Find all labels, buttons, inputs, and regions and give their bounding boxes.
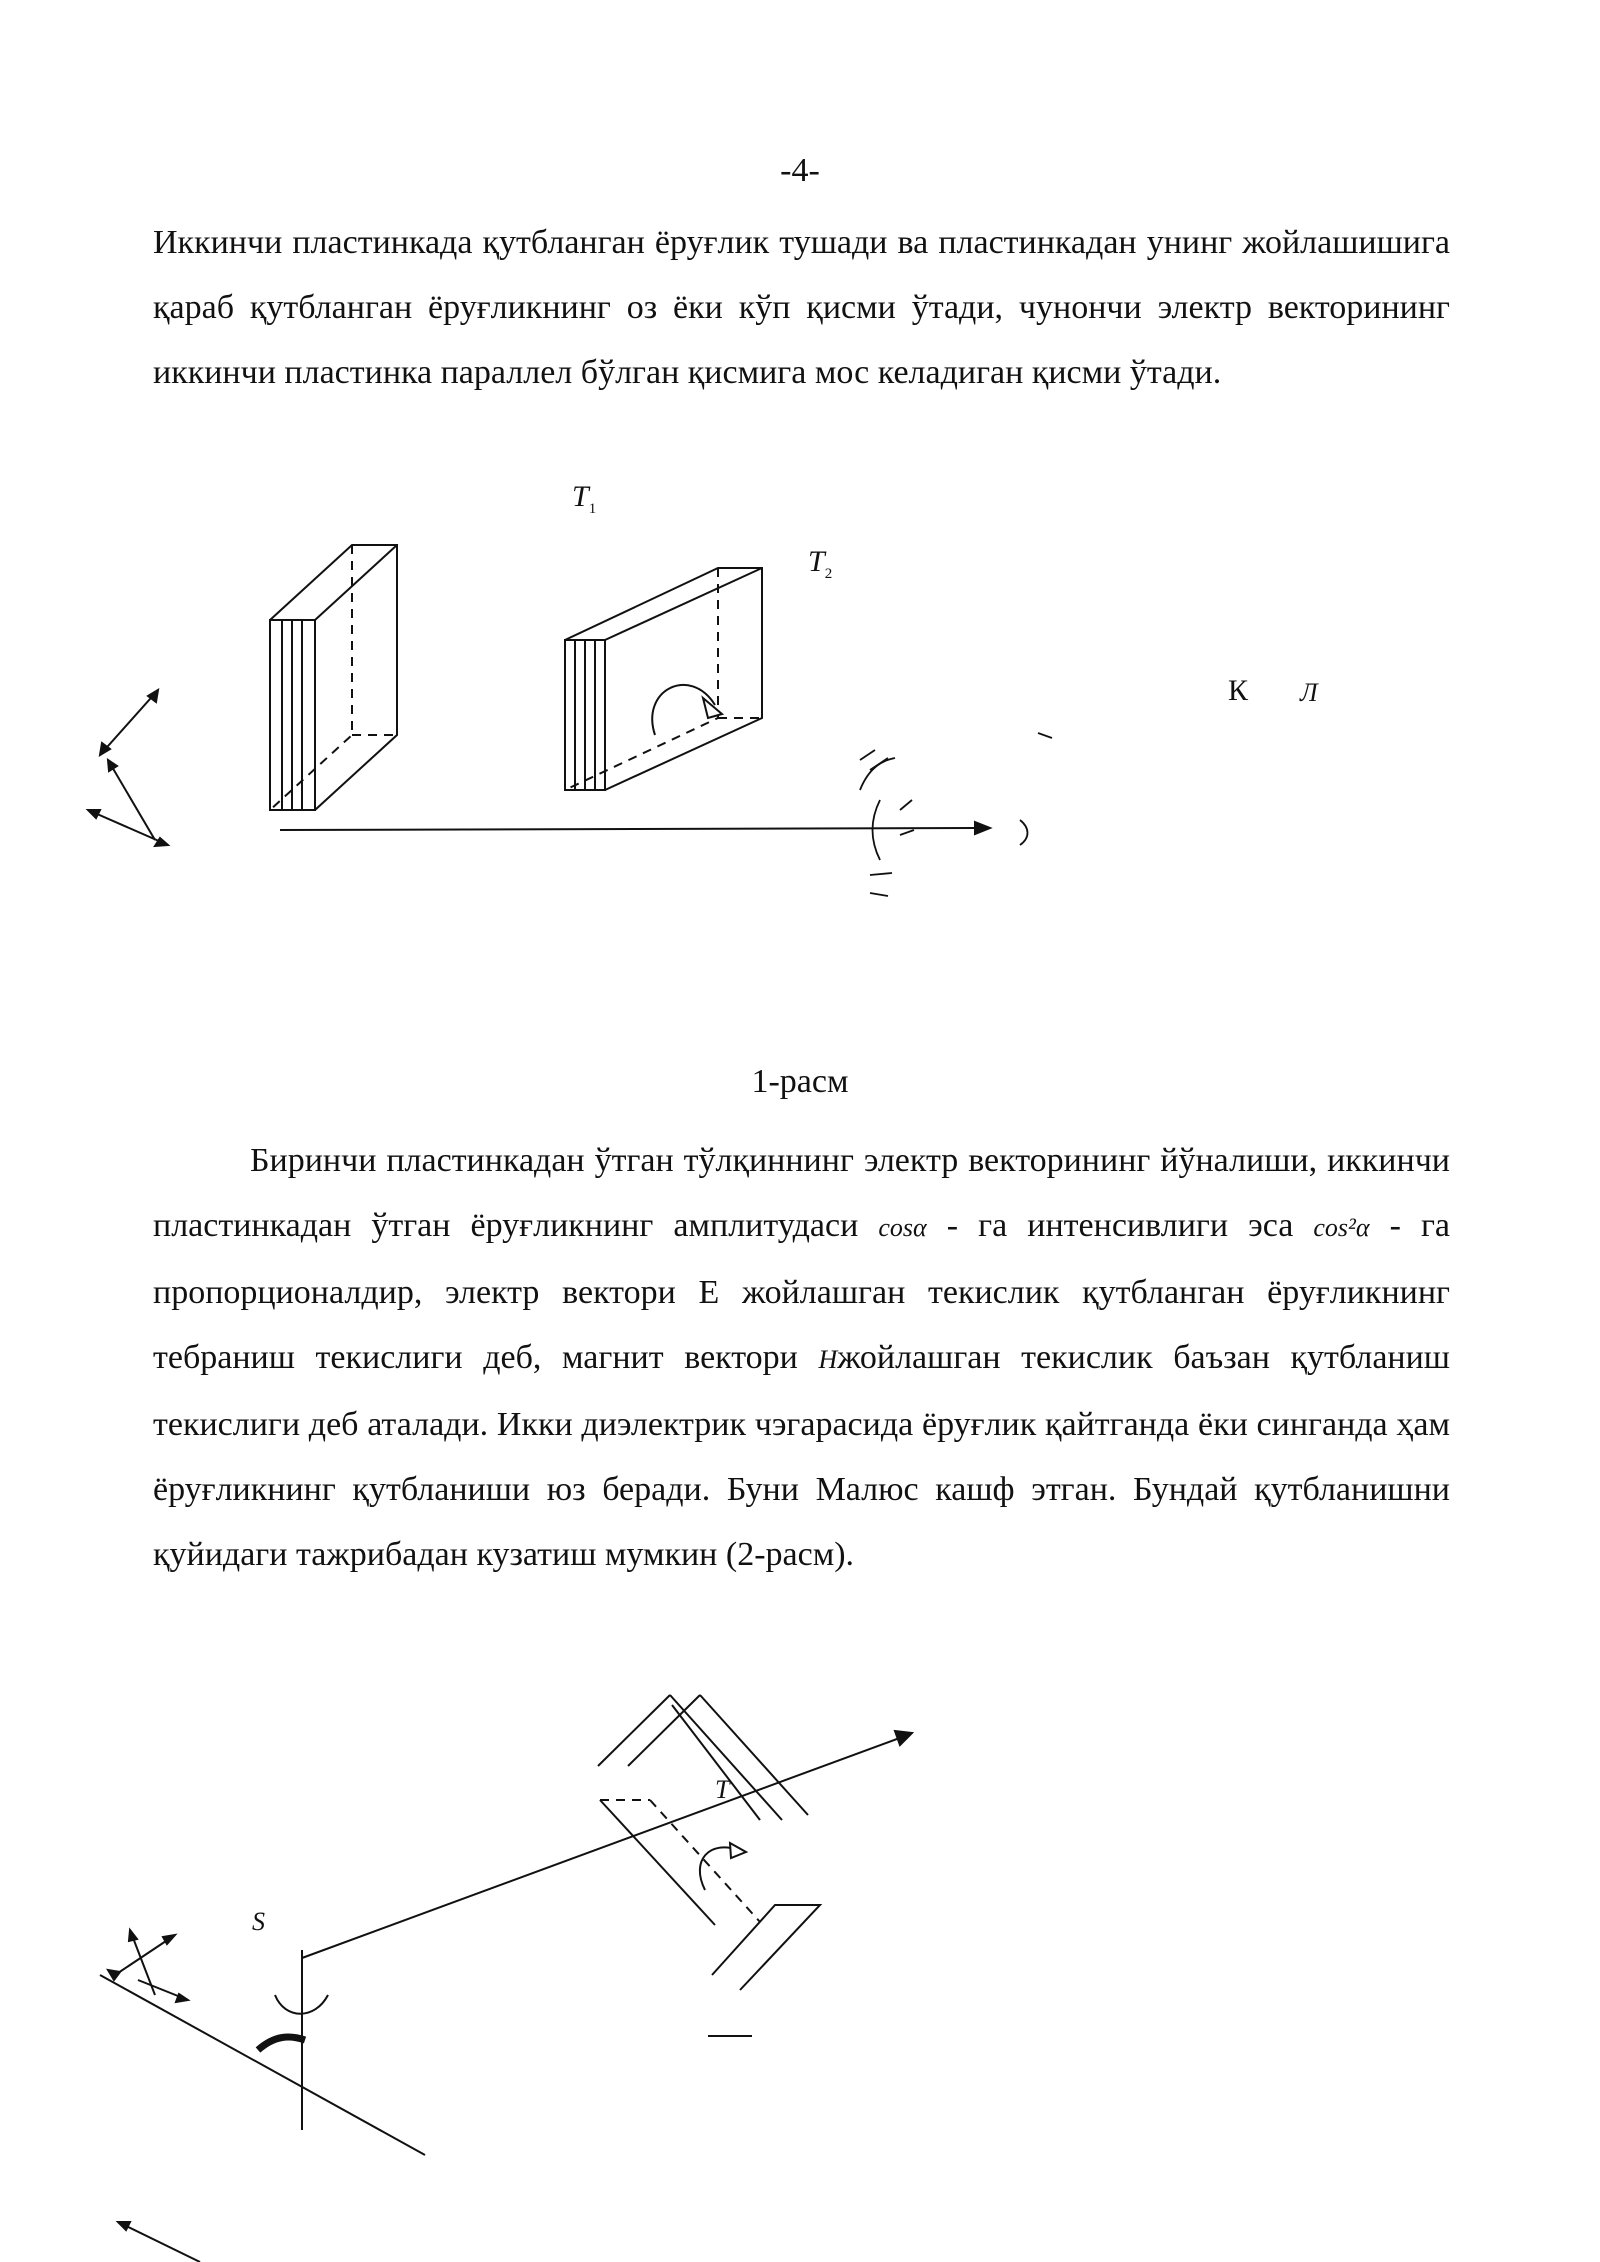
analyzer-plate <box>598 1695 820 2036</box>
formula-cos-alpha: cosα <box>878 1213 927 1242</box>
label-k: К <box>1228 674 1249 707</box>
formula-h: H <box>818 1345 838 1374</box>
reflected-beam <box>302 1731 912 1958</box>
paragraph-1: Иккинчи пластинкада қутбланган ёруғлик тушади ва пластинкадан унинг жойлашишига қараб қутбланган ёруғликнинг оз ёки кўп қисми ўтади, чунончи электр векторининг иккинчи пластинка параллел бўлган қисмига мос келадиган қисми ўтади. <box>153 224 1450 391</box>
formula-cos-squared-alpha: cos²α <box>1313 1213 1370 1242</box>
incident-vector <box>118 2222 200 2262</box>
label-l: Л <box>1300 678 1318 707</box>
paragraph-2: Биринчи пластинкадан ўтган тўлқиннинг электр векторининг йўналиши, иккинчи пластинкадан ўтган ёруғликнинг амплитудаси cosα - га интенсивлиги эса cos²α - га пропорционалдир, электр вектори Е жойлашган текислик қутбланган ёруғликнинг тебраниш текислиги деб, магнит вектори Hжойлашган текислик баъзан қутбланиш текислиги деб аталади. Икки диэлектрик чэгарасида ёруғлик қайтганда ёки синганда ҳам ёруғликнинг қутбланиши юз беради. Буни Малюс кашф этган. Бундай қутбланишни қуйидаги тажрибадан кузатиш мумкин (2-расм). <box>153 1142 1450 1573</box>
label-t: T <box>715 1775 730 1804</box>
label-t2: $T_2$ <box>808 545 833 582</box>
figure-1-caption: 1-расм <box>751 1063 849 1100</box>
label-s: S <box>252 1907 265 1936</box>
page-number: -4- <box>780 152 820 189</box>
label-t1: $T_1$ <box>572 480 597 517</box>
polarization-vectors-s <box>108 1930 188 2002</box>
